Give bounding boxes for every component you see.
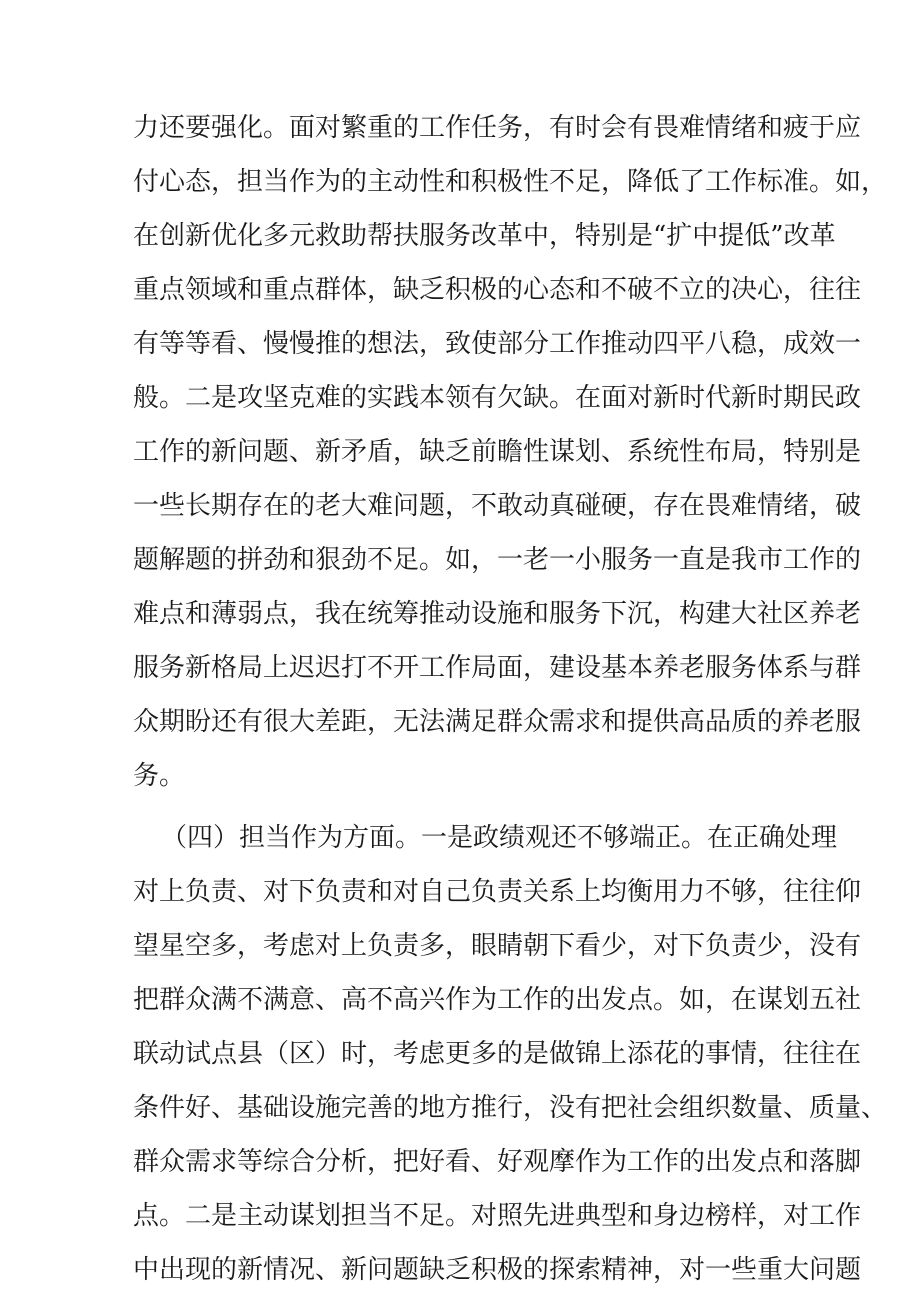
text-line: 工作的新问题、新矛盾，缺乏前瞻性谋划、系统性布局，特别是 (133, 437, 862, 467)
paragraph-1 (133, 101, 888, 803)
text-line: 望星空多，考虑对上负责多，眼睛朝下看少，对下负责少，没有 (133, 931, 862, 961)
text-line: 付心态，担当作为的主动性和积极性不足，降低了工作标准。如， (133, 167, 888, 197)
text-line: 把群众满不满意、高不高兴作为工作的出发点。如，在谋划五社 (133, 985, 862, 1015)
text-line: 重点领域和重点群体，缺乏积极的心态和不破不立的决心，往往 (133, 275, 862, 305)
text-line: 条件好、基础设施完善的地方推行，没有把社会组织数量、质量、 (133, 1093, 888, 1123)
text-line: 难点和薄弱点，我在统筹推动设施和服务下沉，构建大社区养老 (133, 599, 862, 629)
text-line: 题解题的拼劲和狠劲不足。如，一老一小服务一直是我市工作的 (133, 545, 862, 575)
text-line: 群众需求等综合分析，把好看、好观摩作为工作的出发点和落脚 (133, 1147, 862, 1177)
text-line: 有等等看、慢慢推的想法，致使部分工作推动四平八稳，成效一 (133, 329, 862, 359)
text-line: 务。 (133, 761, 186, 791)
paragraph-2 (133, 811, 888, 1297)
text-line: 中出现的新情况、新问题缺乏积极的探索精神，对一些重大问题 (133, 1255, 862, 1285)
text-line: 一些长期存在的老大难问题，不敢动真碰硬，存在畏难情绪，破 (133, 491, 862, 521)
text-line: 众期盼还有很大差距，无法满足群众需求和提供高品质的养老服 (133, 707, 862, 737)
text-line: 般。二是攻坚克难的实践本领有欠缺。在面对新时代新时期民政 (133, 383, 862, 413)
text-line: 联动试点县（区）时，考虑更多的是做锦上添花的事情，往往在 (133, 1039, 862, 1069)
text-line: 点。二是主动谋划担当不足。对照先进典型和身边榜样，对工作 (133, 1201, 862, 1231)
text-line: 在创新优化多元救助帮扶服务改革中，特别是“扩中提低”改革 (133, 221, 836, 251)
text-line: 对上负责、对下负责和对自己负责关系上均衡用力不够，往往仰 (133, 877, 862, 907)
text-line: 力还要强化。面对繁重的工作任务，有时会有畏难情绪和疲于应 (133, 113, 862, 143)
document-body (133, 101, 888, 1297)
text-line: 服务新格局上迟迟打不开工作局面，建设基本养老服务体系与群 (133, 653, 862, 683)
text-line: （四）担当作为方面。一是政绩观还不够端正。在正确处理 (161, 823, 838, 853)
paragraph-spacer (133, 803, 778, 811)
